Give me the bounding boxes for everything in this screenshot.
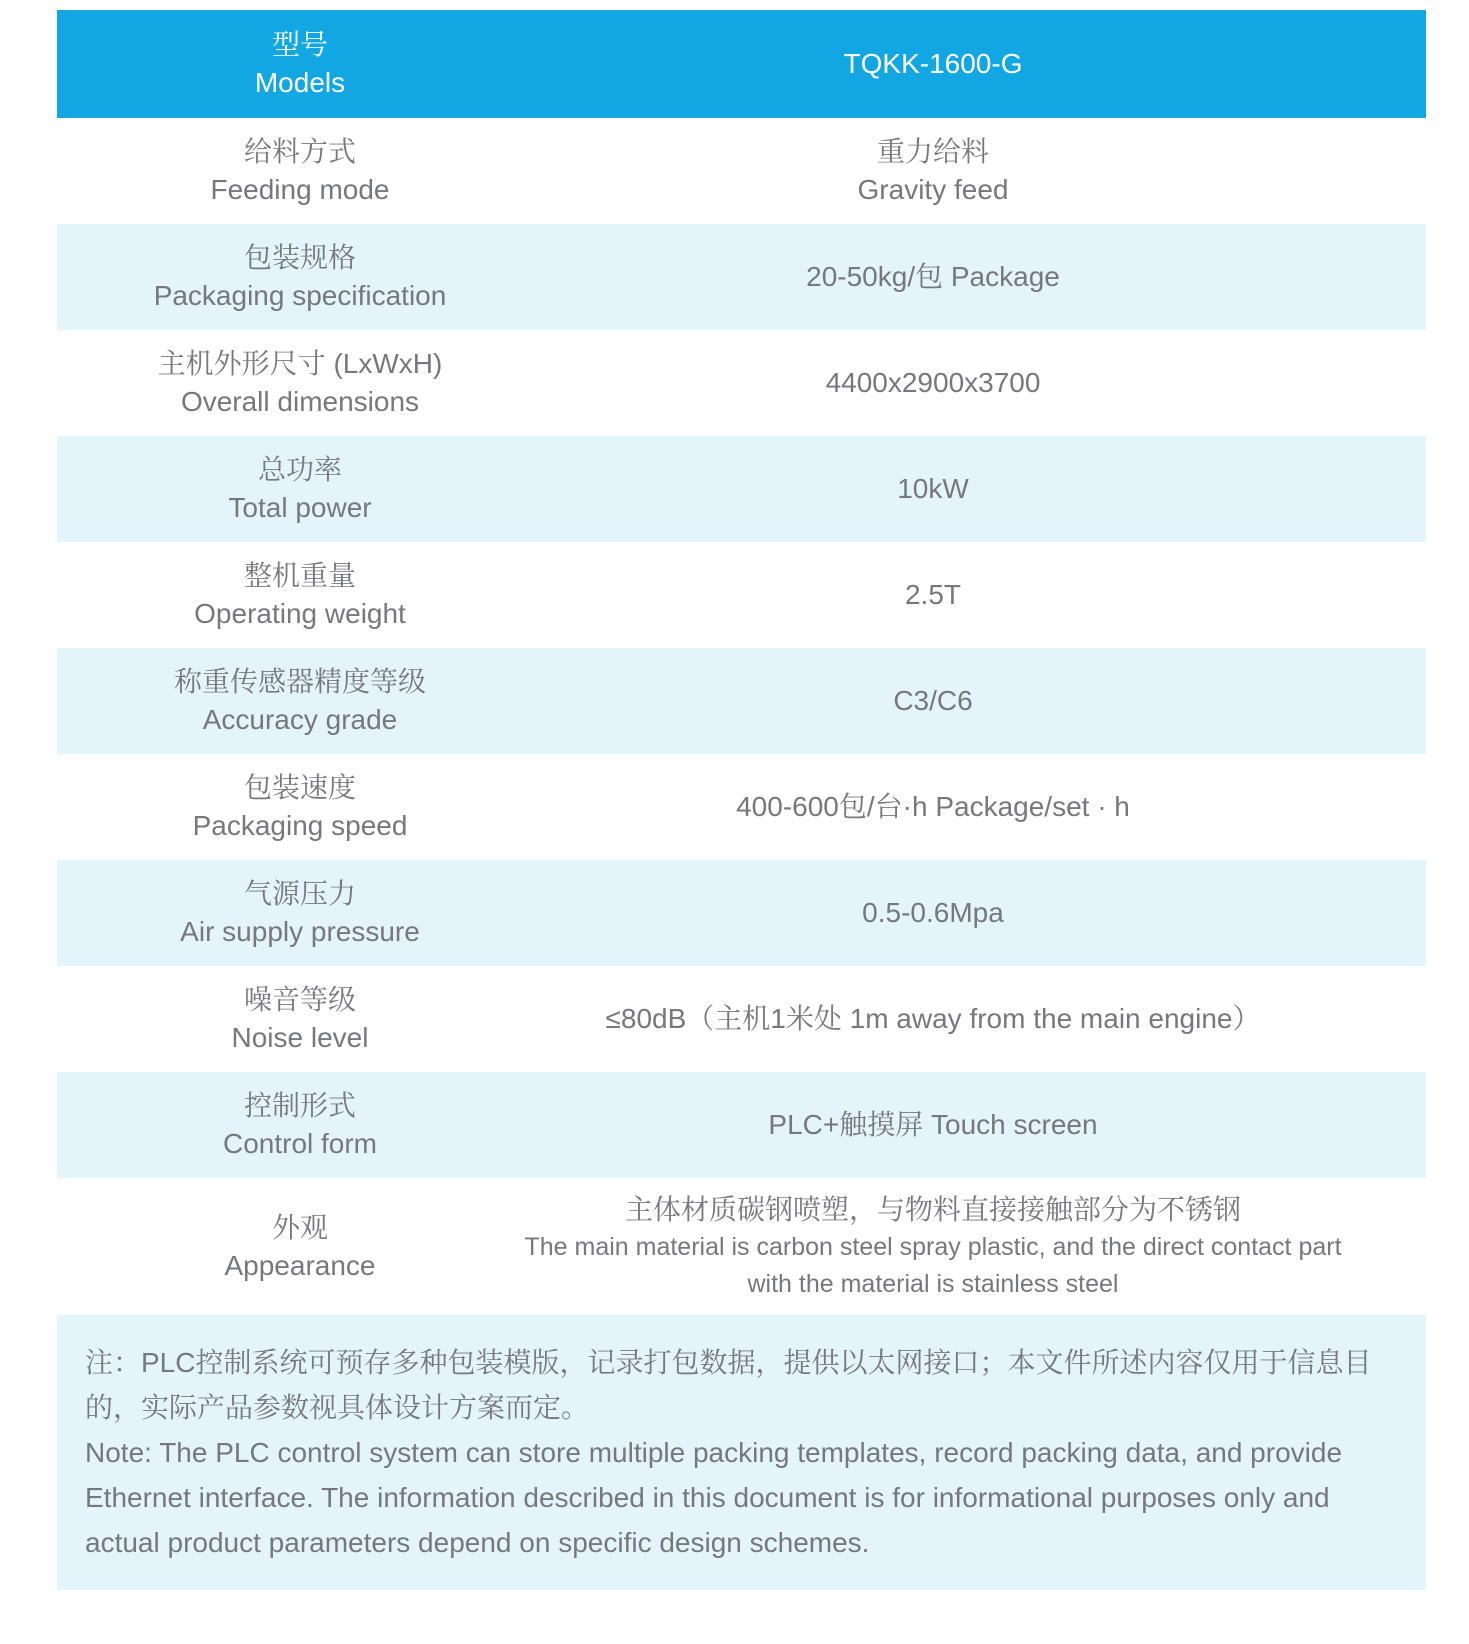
table-header-row (57, 10, 1426, 118)
row-value-line: 400-600包/台·h Package/set · h (736, 791, 1130, 822)
header-label-zh: 型号 (271, 29, 328, 60)
row-label-cell (57, 754, 517, 860)
table-row-noise-level (57, 966, 1426, 1072)
row-label-cell (57, 224, 517, 330)
note-block (57, 1315, 1426, 1590)
row-label-en: Packaging specification (153, 280, 447, 311)
row-value-line: PLC+触摸屏 Touch screen (768, 1109, 1098, 1140)
header-value-cell (517, 10, 1426, 118)
note-text-zh: 注：PLC控制系统可预存多种包装模版，记录打包数据，提供以太网接口；本文件所述内容仅用于信息目的，实际产品参数视具体设计方案而定。 (85, 1347, 1372, 1423)
row-value-line: 4400x2900x3700 (825, 367, 1041, 398)
row-label-zh: 称重传感器精度等级 (173, 666, 426, 697)
row-value-line: 主体材质碳钢喷塑，与物料直接接触部分为不锈钢 (624, 1193, 1241, 1225)
row-value-line: Gravity feed (857, 174, 1009, 205)
row-label-zh: 包装速度 (243, 772, 356, 803)
table-row-air-supply-pressure (57, 860, 1426, 966)
table-row-appearance (57, 1178, 1426, 1315)
row-label-zh: 气源压力 (243, 878, 356, 909)
row-label-zh: 总功率 (257, 454, 342, 485)
row-label-zh: 控制形式 (243, 1090, 356, 1121)
model-number: TQKK-1600-G (843, 48, 1023, 79)
note-text-en: Note: The PLC control system can store multiple packing templates, record packing data, and provide Ethernet interface. The information described in this document is for informational purposes only and actual product parameters depend on specific design schemes. (85, 1437, 1343, 1558)
row-label-en: Total power (228, 492, 372, 523)
row-value-cell (517, 1072, 1426, 1178)
row-label-en: Accuracy grade (202, 704, 398, 735)
header-label-cell (57, 10, 517, 118)
row-label-en: Air supply pressure (180, 916, 420, 947)
row-label-en: Noise level (231, 1022, 369, 1053)
row-label-cell (57, 330, 517, 436)
table-row-packaging-speed (57, 754, 1426, 860)
row-label-zh: 噪音等级 (243, 984, 356, 1015)
row-value-cell (517, 224, 1426, 330)
table-row-feeding-mode (57, 118, 1426, 224)
row-label-cell (57, 1178, 517, 1315)
row-label-cell (57, 860, 517, 966)
row-value-line: with the material is stainless steel (747, 1269, 1119, 1298)
row-label-cell (57, 436, 517, 542)
row-value-line: 2.5T (904, 579, 962, 610)
row-value-line: 0.5-0.6Mpa (862, 897, 1004, 928)
row-label-en: Overall dimensions (180, 386, 420, 417)
table-row-accuracy-grade (57, 648, 1426, 754)
table-row-operating-weight (57, 542, 1426, 648)
table-row-control-form (57, 1072, 1426, 1178)
row-value-cell (517, 330, 1426, 436)
row-value-line: C3/C6 (893, 685, 973, 716)
row-value-cell (517, 542, 1426, 648)
row-label-cell (57, 118, 517, 224)
row-value-cell (517, 966, 1426, 1072)
table-row-total-power (57, 436, 1426, 542)
row-label-zh: 主机外形尺寸 (LxWxH) (157, 348, 443, 379)
row-value-line: 重力给料 (876, 136, 989, 167)
row-label-en: Appearance (224, 1249, 376, 1281)
row-label-cell (57, 648, 517, 754)
row-label-cell (57, 1072, 517, 1178)
row-label-zh: 外观 (271, 1211, 328, 1243)
row-value-line: The main material is carbon steel spray plastic, and the direct contact part (524, 1232, 1342, 1261)
table-row-packaging-specification (57, 224, 1426, 330)
row-label-cell (57, 966, 517, 1072)
row-label-en: Control form (222, 1128, 378, 1159)
row-label-en: Packaging speed (192, 810, 408, 841)
row-label-en: Feeding mode (210, 174, 390, 205)
row-value-cell (517, 754, 1426, 860)
row-value-cell (517, 860, 1426, 966)
row-value-line: 20-50kg/包 Package (806, 261, 1060, 292)
row-label-zh: 整机重量 (243, 560, 356, 591)
row-value-line: ≤80dB（主机1米处 1m away from the main engine） (605, 1003, 1261, 1034)
row-value-cell (517, 648, 1426, 754)
row-value-cell (517, 436, 1426, 542)
row-value-cell (517, 1178, 1426, 1315)
table-row-overall-dimensions (57, 330, 1426, 436)
row-label-zh: 包装规格 (243, 242, 356, 273)
row-label-zh: 给料方式 (243, 136, 356, 167)
row-value-line: 10kW (897, 473, 969, 504)
row-label-en: Operating weight (194, 598, 406, 629)
spec-table (57, 10, 1426, 1590)
row-label-cell (57, 542, 517, 648)
header-label-en: Models (254, 67, 346, 98)
row-value-cell (517, 118, 1426, 224)
